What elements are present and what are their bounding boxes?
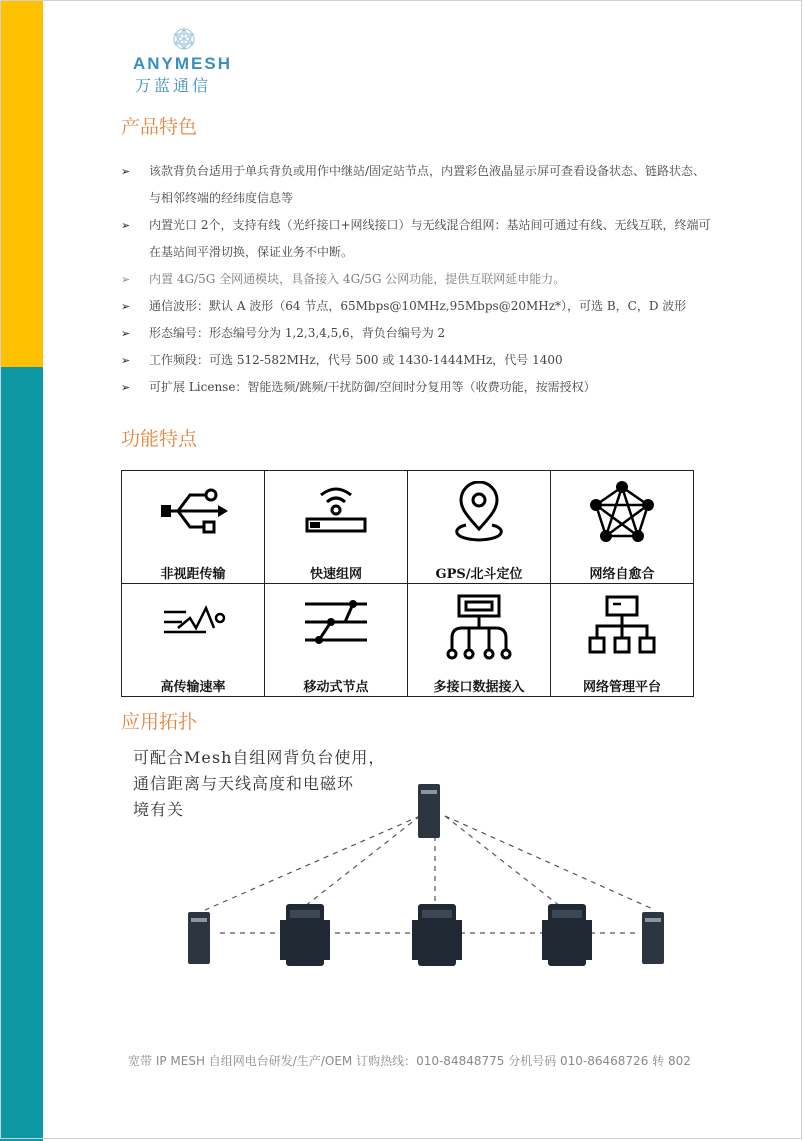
list-item-text: 形态编号：形态编号分为 1,2,3,4,5,6，背负台编号为 2 [149, 326, 446, 340]
multi-interface-icon [444, 594, 514, 660]
function-cell [551, 471, 694, 584]
mobile-node-icon [301, 594, 371, 654]
mesh-network-icon [587, 481, 657, 545]
logo-mark-icon [171, 26, 197, 52]
list-item [121, 293, 711, 320]
backpack-node-1 [280, 904, 330, 966]
list-item [121, 347, 711, 374]
bullet-arrow-icon: ➢ [121, 300, 131, 313]
topology-description [133, 745, 423, 823]
footer-contact: 宽带 IP MESH 自组网电台研发/生产/OEM 订购热线：010-84848775 分机号码 010-86468726 转 802 [128, 1054, 691, 1068]
function-label: 移动式节点 [303, 680, 369, 695]
function-cell [265, 584, 408, 697]
list-item-text: 内置光口 2个，支持有线（光纤接口+网线接口）与无线混合组网：基站间可通过有线、无线互联，终端可在基站间平滑切换，保证业务不中断。 [149, 218, 711, 259]
function-cell [122, 584, 265, 697]
usb-icon [158, 481, 228, 541]
function-label: 非视距传输 [160, 567, 226, 582]
topology-description-line: 通信距离与天线高度和电磁环 [133, 774, 355, 793]
topology-description-line: 可配合Mesh自组网背负台使用， [133, 748, 386, 767]
function-label: 网络自愈合 [589, 567, 655, 582]
list-item [121, 158, 711, 212]
bullet-arrow-icon: ➢ [121, 381, 131, 394]
list-item [121, 212, 711, 266]
function-cell [122, 471, 265, 584]
bullet-arrow-icon: ➢ [121, 219, 131, 232]
list-item-text: 内置 4G/5G 全网通模块，具备接入 4G/5G 公网功能，提供互联网延申能力。 [149, 272, 566, 286]
function-cell [408, 471, 551, 584]
transmission-rate-icon [158, 594, 228, 644]
function-label: 高传输速率 [160, 680, 226, 695]
backpack-node-2 [412, 904, 462, 966]
radio-node-right [642, 912, 664, 964]
function-cell [265, 471, 408, 584]
list-item [121, 266, 711, 293]
list-item-text: 工作频段：可选 512-582MHz，代号 500 或 1430-1444MHz，代号 1400 [149, 353, 563, 367]
list-item [121, 374, 711, 401]
feature-list [121, 158, 711, 401]
bullet-arrow-icon: ➢ [121, 165, 131, 178]
side-bar-yellow [0, 0, 43, 367]
section-title-topology: 应用拓扑 [121, 711, 198, 733]
bullet-arrow-icon: ➢ [121, 273, 131, 286]
list-item [121, 320, 711, 347]
brand-logo [133, 26, 243, 96]
router-wifi-icon [301, 481, 371, 541]
section-title-features: 产品特色 [121, 116, 198, 138]
logo-brand-cn: 万蓝通信 [135, 76, 212, 95]
location-pin-icon [444, 481, 514, 545]
function-label: 快速组网 [309, 567, 362, 582]
backpack-node-3 [542, 904, 592, 966]
section-title-functions: 功能特点 [121, 428, 198, 450]
function-label: 多接口数据接入 [433, 680, 525, 695]
function-label: GPS/北斗定位 [435, 567, 523, 582]
bullet-arrow-icon: ➢ [121, 327, 131, 340]
function-label: 网络管理平台 [582, 680, 661, 695]
function-cell [551, 584, 694, 697]
list-item-text: 可扩展 License：智能选频/跳频/干扰防御/空间时分复用等（收费功能，按需授权） [149, 380, 596, 394]
side-bar-teal [0, 367, 43, 1141]
bullet-arrow-icon: ➢ [121, 354, 131, 367]
topology-description-line: 境有关 [133, 800, 185, 819]
function-cell [408, 584, 551, 697]
network-management-icon [587, 594, 657, 658]
radio-node-left [188, 912, 210, 964]
list-item-text: 通信波形：默认 A 波形（64 节点，65Mbps@10MHz,95Mbps@20MHz*），可选 B，C，D 波形 [149, 299, 687, 313]
function-grid [121, 470, 694, 697]
list-item-text: 该款背负台适用于单兵背负或用作中继站/固定站节点，内置彩色液晶显示屏可查看设备状态、链路状态、与相邻终端的经纬度信息等 [149, 164, 706, 205]
logo-brand-en: ANYMESH [133, 54, 233, 73]
